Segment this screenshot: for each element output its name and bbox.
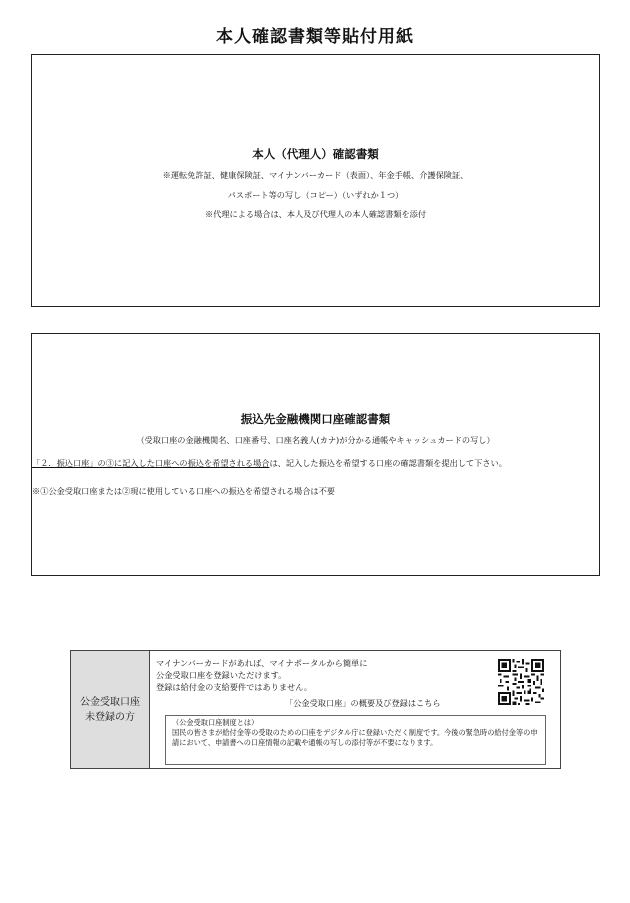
qr-code-icon[interactable]	[498, 659, 544, 705]
identity-document-box	[31, 54, 600, 307]
identity-note-2: パスポート等の写し（コピー）（いずれか１つ）	[227, 190, 404, 200]
system-info-box	[165, 715, 546, 765]
info-title: （公金受取口座制度とは）	[172, 718, 259, 727]
identity-note-1: ※運転免許証、健康保険証、マイナンバーカード（表面）、年金手帳、介護保険証、	[162, 170, 469, 180]
identity-heading: 本人（代理人）確認書類	[252, 147, 379, 161]
bank-heading: 振込先金融機関口座確認書類	[240, 412, 391, 426]
page-title: 本人確認書類等貼付用紙	[216, 27, 414, 47]
panel-label-line-2: 未登録の方	[85, 712, 135, 723]
bank-note-underlined: 「２．振込口座」の③に記入した口座への振込を希望される場合	[32, 458, 270, 468]
bank-note	[32, 458, 597, 470]
identity-note-3: ※代理による場合は、本人及び代理人の本人確認書類を添付	[204, 209, 427, 219]
panel-label-line-1: 公金受取口座	[80, 697, 140, 708]
bank-subheading: （受取口座の金融機関名、口座番号、口座名義人(カナ)が分かる通帳やキャッシュカードの写し）	[136, 435, 495, 445]
panel-line-2: 公金受取口座を登録いただけます。	[156, 670, 287, 680]
panel-label	[71, 695, 149, 725]
panel-label-cell	[71, 651, 150, 768]
panel-line-3: 登録は給付金の支給要件ではありません。	[156, 682, 313, 692]
bank-note-2: ※①公金受取口座または②現に使用している口座への振込を希望される場合は不要	[32, 486, 335, 496]
panel-line-1: マイナンバーカードがあれば、マイナポータルから簡単に	[156, 658, 368, 668]
public-account-panel	[70, 650, 561, 769]
info-text: 国民の皆さまが給付金等の受取のための口座をデジタル庁に登録いただく制度です。今後の緊急時の給付金等の申請において、申請書への口座情報の記載や通帳の写しの添付等が不要になります。	[172, 728, 538, 747]
registration-link[interactable]: 「公金受取口座」の概要及び登録はこちら	[285, 698, 441, 708]
bank-note-rest: は、記入した振込を希望する口座の確認書類を提出して下さい。	[269, 458, 507, 468]
bank-document-box	[31, 333, 600, 576]
panel-body	[156, 657, 476, 693]
